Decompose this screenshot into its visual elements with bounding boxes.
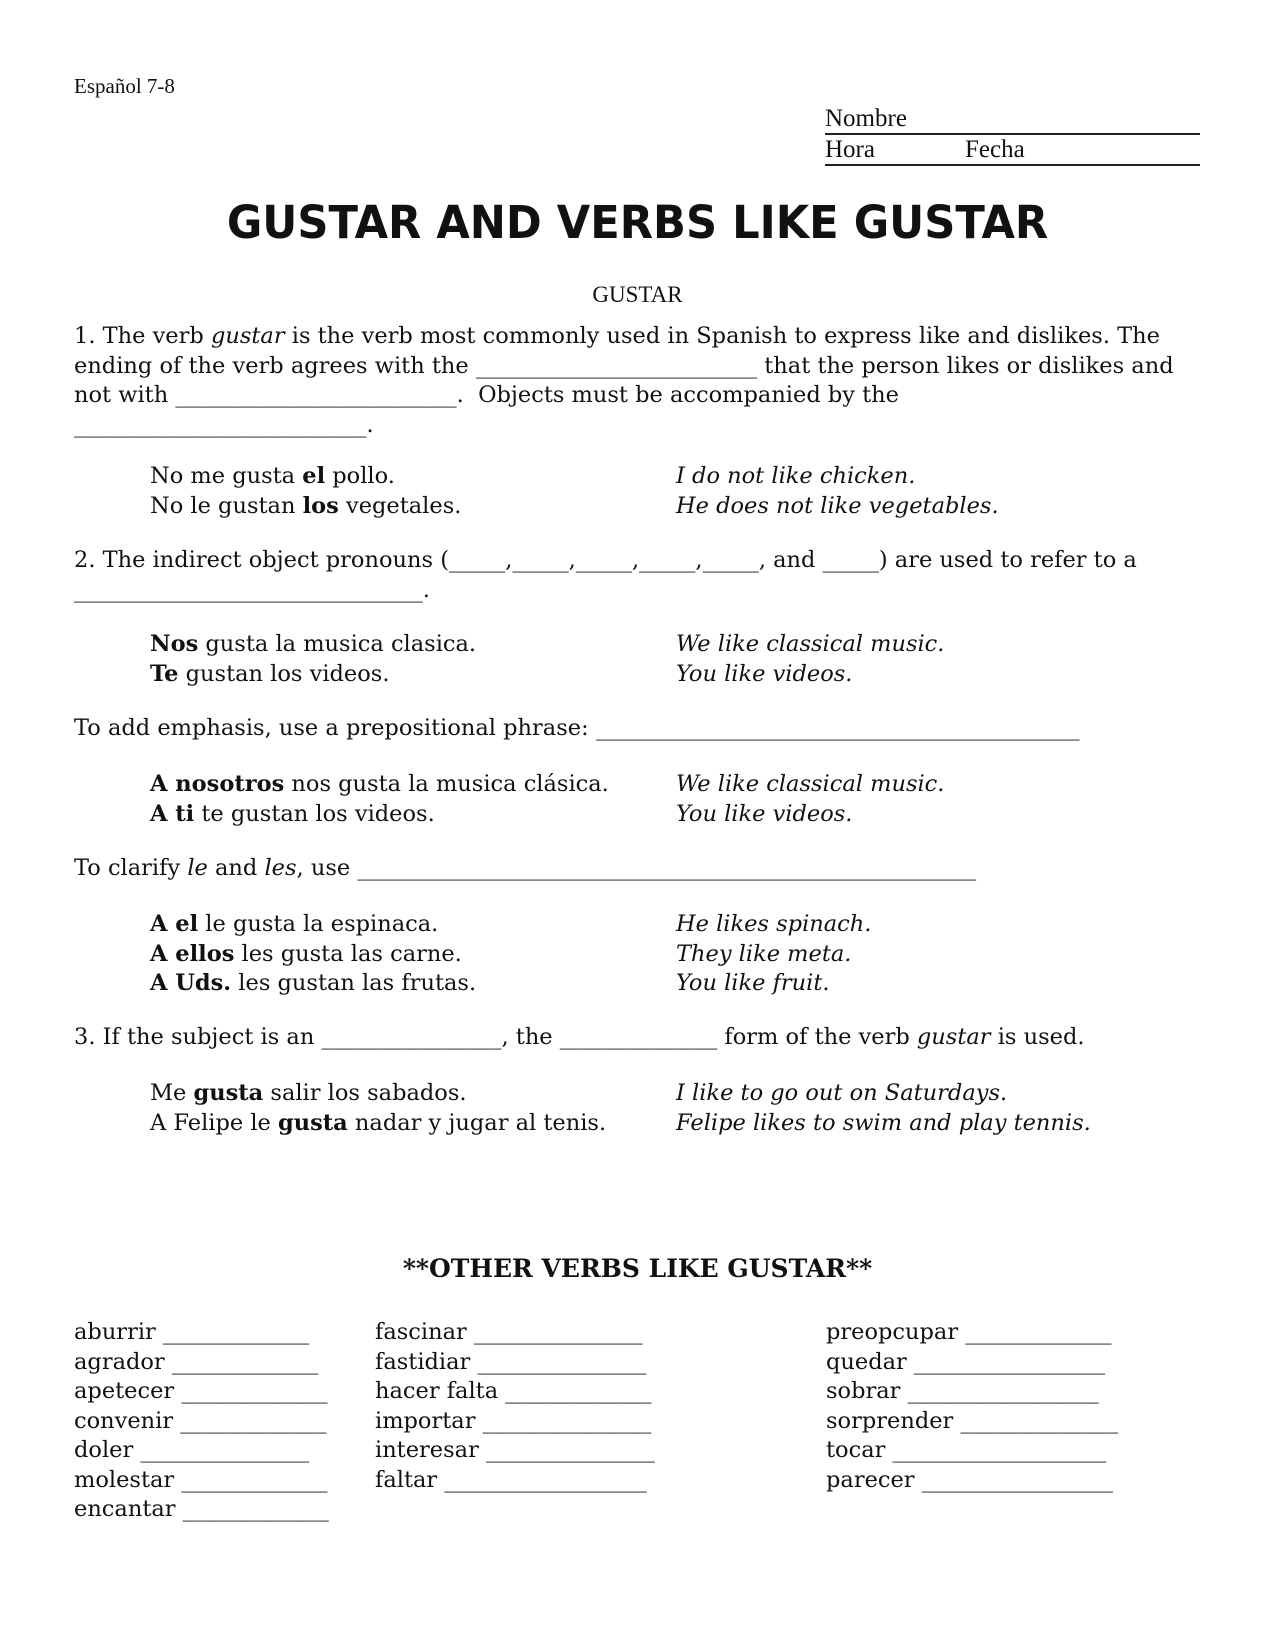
verb-item: quedar _________________: [826, 1348, 1106, 1375]
spanish-example: A Uds. les gustan las frutas.: [150, 970, 477, 996]
english-translation: You like fruit.: [676, 970, 830, 996]
verb-item: fastidiar _______________: [375, 1348, 647, 1375]
section-1-paragraph: [74, 322, 1204, 440]
verb-item: molestar _____________: [74, 1466, 328, 1493]
spanish-example: Me gusta salir los sabados.: [150, 1080, 467, 1106]
english-translation: We like classical music.: [676, 631, 945, 657]
hour-date-line[interactable]: [825, 135, 1200, 166]
english-translation: He likes spinach.: [676, 911, 872, 937]
spanish-example: A ellos les gusta las carne.: [150, 940, 462, 967]
gustar-italic: gustar: [210, 323, 285, 349]
verb-item: encantar _____________: [74, 1496, 329, 1522]
text: 1. The verb: [74, 323, 211, 349]
english-translation: They like meta.: [676, 940, 852, 967]
spanish-example: No me gusta el pollo.: [150, 463, 395, 489]
spanish-example: A ti te gustan los videos.: [150, 800, 435, 827]
course-label: Español 7-8: [74, 74, 175, 98]
verb-item: sorprender ______________: [826, 1407, 1118, 1434]
verb-item: fascinar _______________: [375, 1319, 643, 1345]
verbs-column-2: [375, 1318, 655, 1495]
spanish-example: A nosotros nos gusta la musica clásica.: [150, 771, 609, 797]
english-translation: Felipe likes to swim and play tennis.: [676, 1109, 1091, 1136]
english-translation: We like classical music.: [676, 771, 945, 797]
verb-item: hacer falta _____________: [375, 1378, 652, 1404]
verb-item: preopcupar _____________: [826, 1319, 1112, 1345]
hora-label: Hora: [825, 136, 875, 163]
english-translation: He does not like vegetables.: [676, 492, 999, 519]
other-verbs-heading: **OTHER VERBS LIKE GUSTAR**: [402, 1254, 873, 1283]
verb-item: parecer _________________: [826, 1466, 1113, 1493]
verb-item: convenir _____________: [74, 1407, 327, 1434]
section-2-paragraph: 2. The indirect object pronouns (_____,_____,_____,_____,_____, and _____) are used to refer to a _______________________________.: [74, 547, 1144, 603]
name-date-box: [825, 104, 1200, 166]
section-3-paragraph: 3. If the subject is an ________________, the ______________ form of the verb gustar is used.: [74, 1024, 1085, 1050]
english-translation: I do not like chicken.: [676, 463, 916, 489]
spanish-example: No le gustan los vegetales.: [150, 492, 462, 519]
spanish-example: Nos gusta la musica clasica.: [150, 631, 477, 657]
fecha-label: Fecha: [964, 136, 1025, 163]
verb-item: sobrar _________________: [826, 1378, 1099, 1404]
verbs-column-3: [826, 1318, 1118, 1495]
english-translation: You like videos.: [676, 800, 853, 827]
spanish-example: A el le gusta la espinaca.: [150, 911, 439, 937]
verbs-column-1: [74, 1318, 329, 1525]
verb-item: apetecer _____________: [74, 1378, 328, 1404]
section-subtitle: GUSTAR: [592, 282, 683, 307]
verb-item: tocar ___________________: [826, 1437, 1107, 1463]
verb-item: doler _______________: [74, 1437, 310, 1463]
english-translation: You like videos.: [676, 660, 853, 687]
spanish-example: A Felipe le gusta nadar y jugar al tenis.: [150, 1109, 607, 1136]
clarify-paragraph: To clarify le and les, use _______________________________________________________: [74, 855, 977, 881]
verb-item: interesar _______________: [375, 1437, 655, 1463]
verb-item: faltar __________________: [375, 1466, 647, 1493]
verb-item: importar _______________: [375, 1407, 652, 1434]
name-line[interactable]: [825, 104, 1200, 135]
nombre-label: Nombre: [825, 105, 907, 132]
page-title: GUSTAR AND VERBS LIKE GUSTAR: [226, 196, 1049, 249]
text: is the verb most commonly used in Spanish to express like and dislikes. The ending of the verb agrees with the _________________________ that the person likes or dislikes and not with _________________________. Objects must be accompanied by the __________________________.: [74, 323, 1181, 438]
verb-item: aburrir _____________: [74, 1319, 310, 1345]
spanish-example: Te gustan los videos.: [150, 660, 390, 687]
emphasis-paragraph: To add emphasis, use a prepositional phrase: ___________________________________________: [74, 715, 1080, 741]
verb-item: agrador _____________: [74, 1348, 319, 1375]
english-translation: I like to go out on Saturdays.: [676, 1080, 1008, 1106]
